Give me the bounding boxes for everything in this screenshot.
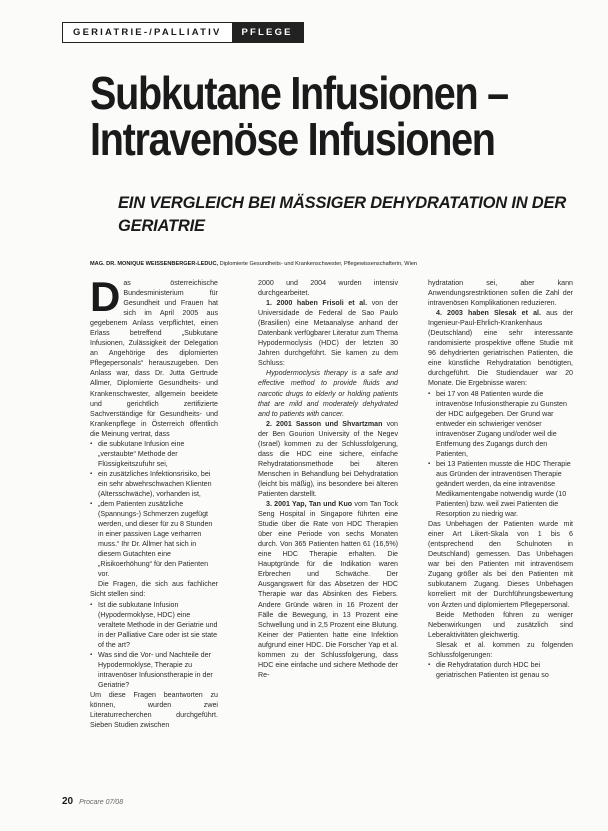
study-text: vom Tan Tock Seng Hospital in Singapore führten eine Studie über die Rate von HDC Therapien über eine Periode von sechs Monaten durch. Von 365 Patienten hatten 61 (16,5%) eine HDC Therapie erhalten. Die Hauptgründe für die Indikation waren Erbrechen und Schwäche. Der Ausgangswert für das Absetzen der HDC Therapie war das Absinken des Fiebers. Andere Gründe wären in 16 Prozent der Fälle die Bewegung, in 13 Prozent eine Schwellung und in 2,5 Prozent eine Blutung. Keiner der Patienten hatte eine Infektion aufgrund einer HDC. Die Forscher Yap et al. kommen zu der Schlussfolgerung, dass HDC eine einfache und sichere Methode der Re- [258, 500, 399, 679]
list-item: ▪ die subkutane Infusion eine „verstaubte“ Methode der Flüssigkeitszufuhr sei, [90, 439, 218, 469]
study-text: von der Ben Gourion University of the Negev (Israel) kommen zu der Schlussfolgerung, dass die HDC eine sichere, einfache Rehydratationsmethode bei älteren Menschen in Behandlung bei Dehydratation (leicht bis mäßig), ins besondere bei älteren Patienten darstellt. [258, 419, 398, 498]
column-3 [428, 278, 573, 680]
paragraph: Die Fragen, die sich aus fachlicher Sicht stellen sind: [90, 580, 218, 599]
study-heading: 4. 2003 haben Slesak et al. [436, 309, 541, 318]
column-1 [90, 273, 218, 730]
section-tag-primary: GERIATRIE-/PALLIATIV [63, 23, 232, 42]
list-item: ▪ bei 17 von 48 Patienten wurde die intravenöse Infusionstherapie zu Gunsten der HDC aufgegeben. Der Grund war entweder ein schwieriger venöser intravenöser Zugang und/oder weil die Entfernung des Zugangs durch den Patienten, [428, 389, 573, 459]
study-text: von der Universidade de Federal de Sao Paulo (Brasilien) eine Metaanalyse anhand der Datenbank verfügbarer Literatur zum Thema Hypodermoclysis (HDC) der letzten 30 Jahren durchgeführt. Sie kamen zu dem Schluss: [258, 299, 398, 368]
author-role: Diplomierte Gesundheits- und Krankenschwester, Pflegewissenschafterin, Wien [219, 261, 418, 267]
intro-paragraph [90, 273, 218, 439]
author-line [90, 260, 598, 268]
paragraph: Beide Methoden führen zu weniger Nebenwirkungen und zusätzlich sind Leberaktivitäten gleichwertig. [428, 610, 573, 639]
page-number: 20 [62, 796, 74, 807]
article-body [0, 273, 608, 798]
section-tag-secondary: PFLEGE [232, 23, 304, 42]
paragraph: hydratation sei, aber kann Anwendungsrestriktionen sollen die Zahl der intravenösen Komplikationen reduzieren. [428, 279, 573, 308]
list-item: ▪ Ist die subkutane Infusion (Hypodermoklyse, HDC) eine veraltete Methode in der Geriatrie und in der Palliative Care oder ist sie state of the art? [90, 600, 218, 650]
paragraph: 2000 und 2004 wurden intensiv durchgearbeitet. [258, 279, 398, 298]
author-name: MAG. DR. MONIQUE WEISSENBERGER-LEDUC, [90, 261, 219, 267]
article-title-line1: Subkutane Infusionen – [90, 67, 508, 119]
paragraph: Um diese Fragen beantworten zu können, wurden zwei Literaturrecherchen durchgeführt. Sieben Studien zwischen [90, 690, 218, 730]
paragraph: Slesak et al. kommen zu folgenden Schlussfolgerungen: [428, 640, 573, 659]
list-item: ▪ Was sind die Vor- und Nachteile der Hypodermoklyse, Therapie zu intravenöser Infusionstherapie in der Geriatrie? [90, 650, 218, 690]
list-item: ▪ ein zusätzliches Infektionsrisiko, bei ein sehr abwehrschwachen Klienten (Altersschwäche), vorhanden ist, [90, 469, 218, 499]
page-footer [62, 796, 123, 807]
article-subtitle: EIN VERGLEICH BEI MÄSSIGER DEHYDRATATION IN DER GERIATRIE [118, 194, 567, 235]
study-text: aus der Ingenieur-Paul-Ehrlich-Krankenhaus (Deutschland) eine sehr interessante randomisierte prospektive offene Studie mit 96 dehydrierten geriatrischen Patienten, die eine künstliche Rehydratation benötigten, durchgeführt. Die Studiendauer war 20 Monate. Die Ergebnisse waren: [428, 309, 573, 388]
list-item: ▪ die Rehydratation durch HDC bei geriatrischen Patienten ist genau so [428, 660, 573, 680]
study-heading: 1. 2000 haben Frisoli et al. [266, 299, 368, 308]
intro-text: as österreichische Bundesministerium für Gesundheit und Frauen hat sich im April 2005 aus gegebenem Anlass verpflichtet, einen Erlass betreffend „Subkutane Infusionen, Zulässigkeit der Delegation an Angehörige des diplomierten Pflegepersonals“ herauszugeben. Den Anlass war, dass Dr. Jutta Gertrude Allmer, Diplomierte Gesundheits- und Krankenschwester, allgemein beeidete und gerichtlich zertifizierte Sachverständige für Gesundheits- und Krankenpflege in Österreich öffentlich die Meinung vertrat, dass [90, 279, 218, 438]
list-item: ▪ bei 13 Patienten musste die HDC Therapie aus Gründen der intravenösen Therapie geändert werden, da eine intravenöse Medikamentengabe notwendig wurde (10 Patienten) bzw. weil zwei Patienten die Resorption zu niedrig war. [428, 459, 573, 519]
paragraph: Das Unbehagen der Patienten wurde mit einer Art Likert-Skala von 1 bis 6 (entsprechend den Schulnoten in Deutschland) gemessen. Das Unbehagen war bei den Patienten mit intravenösem Zugang größer als bei den Patienten mit subkutanem Zugang. Dieses Unbehagen korreliert mit der Durchführungsbewertung von Ärzten und diplomiertem Pflegepersonal. [428, 520, 573, 609]
study-3 [258, 499, 398, 680]
column-2 [258, 278, 398, 680]
article-title [90, 67, 520, 165]
study-heading: 2. 2001 Sasson und Shvartzman [266, 419, 383, 428]
study-4 [428, 308, 573, 388]
drop-cap: D [90, 273, 121, 320]
magazine-name: Procare 07/08 [79, 799, 124, 806]
study-heading: 3. 2001 Yap, Tan und Kuo [266, 500, 353, 509]
list-item: ▪ „dem Patienten zusätzliche (Spannungs-) Schmerzen zugefügt werden, und dieser für zu 8 Stunden in einer passiven Lage verharren muss.“ Ihr Dr. Allmer hat sich in diesem Gutachten eine „Risikoerhöhung“ für den Patienten vor. [90, 499, 218, 579]
study-1 [258, 298, 398, 368]
study-quote: Hypodermoclysis therapy is a safe and effective method to provide fluids and narcotic drugs to elderly or holding patients that are mild and moderately dehydrated and to patients with cancer. [258, 369, 398, 418]
section-tag [62, 22, 304, 43]
study-2 [258, 419, 398, 499]
article-title-line2: Intravenöse Infusionen [90, 113, 495, 165]
